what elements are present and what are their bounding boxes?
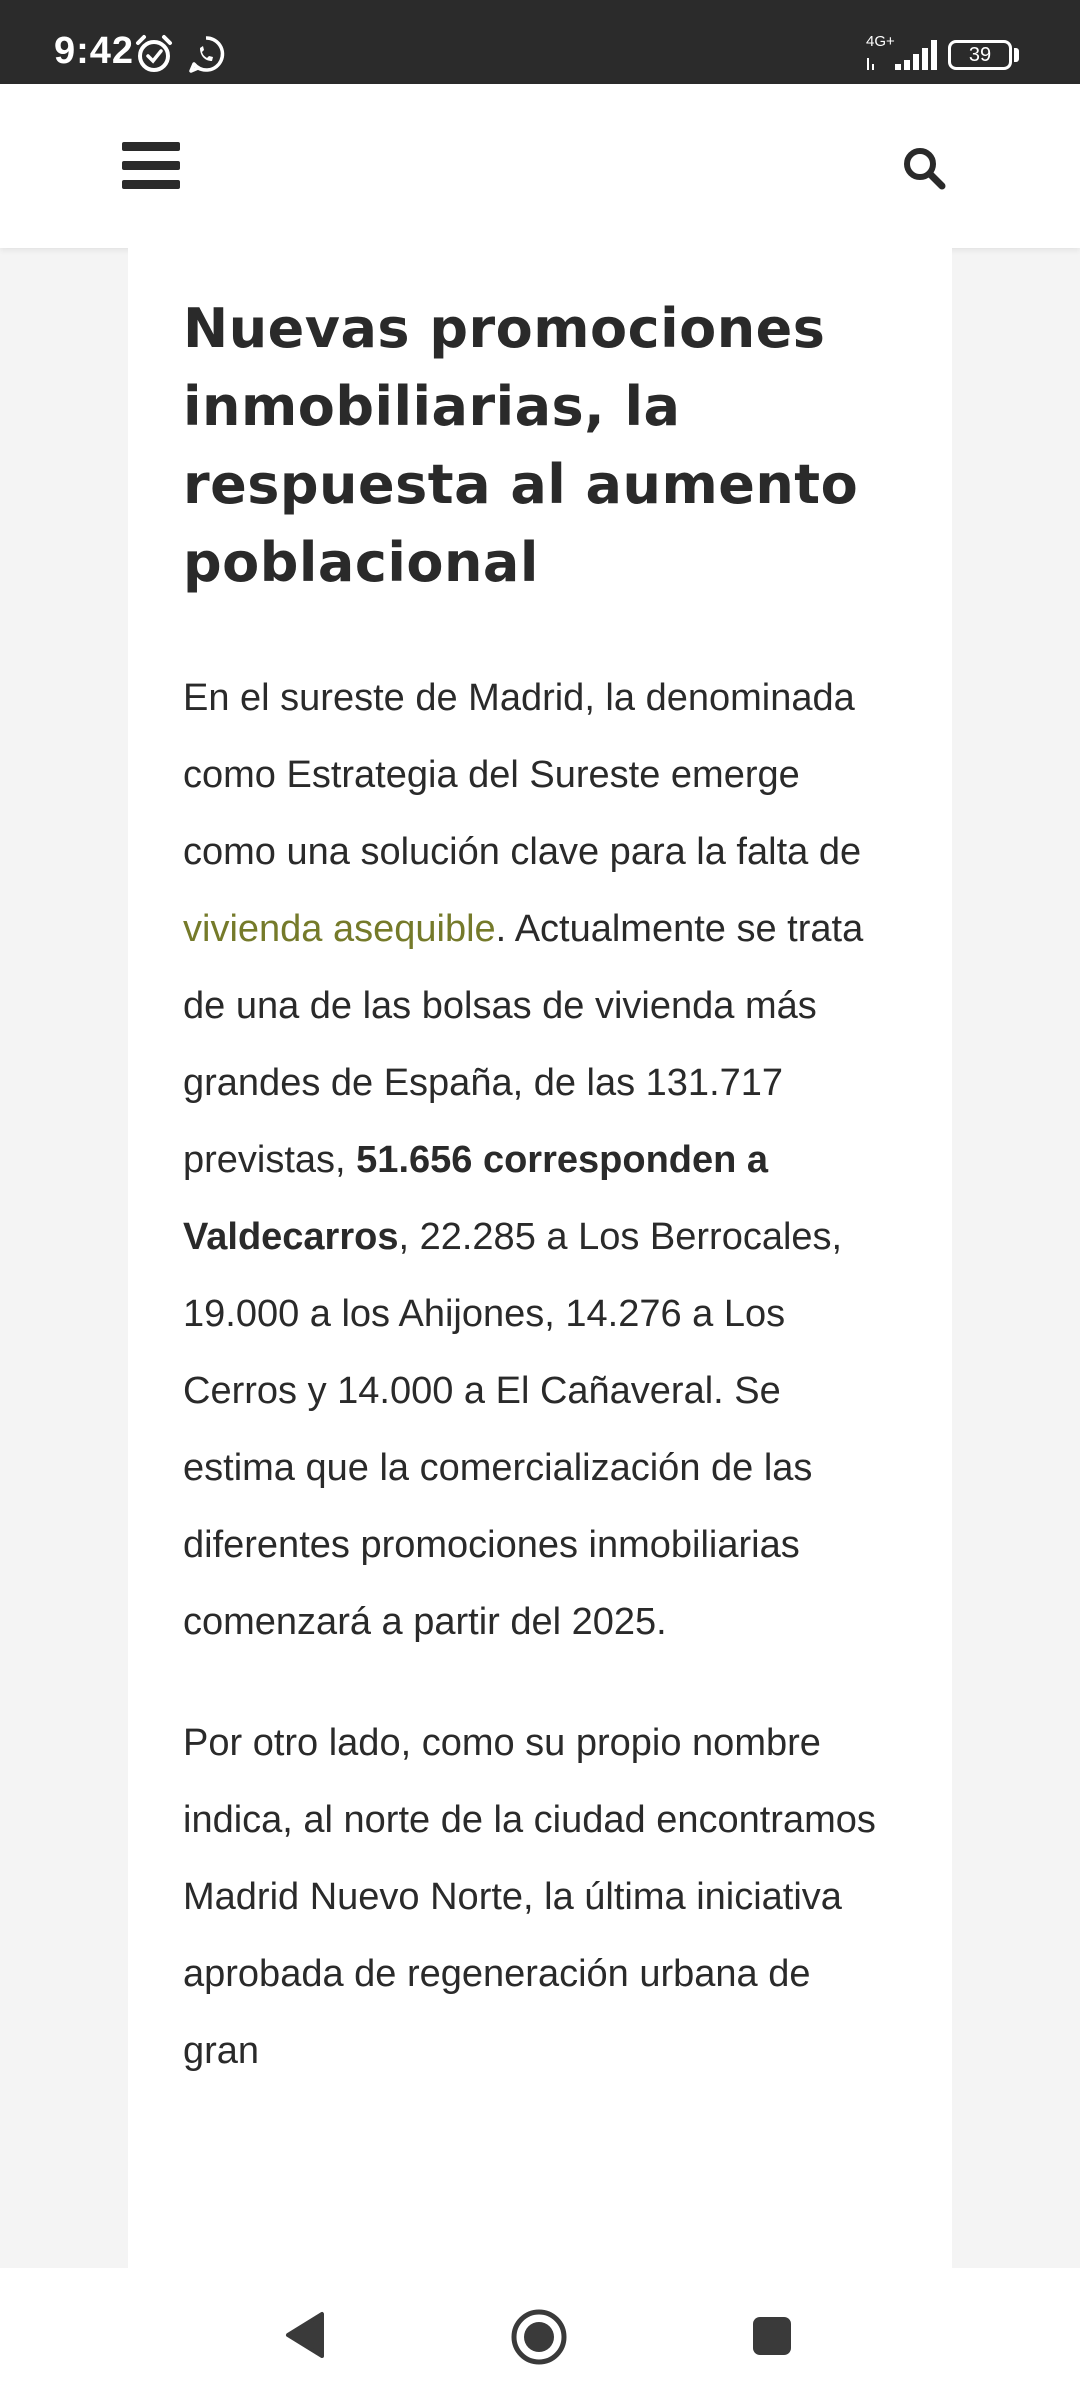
paragraph-text: . Actualmente se trata de una de las bolsas de vivienda más grandes de España, de las 131.717 previstas, xyxy=(183,908,864,1181)
signal-icon xyxy=(862,34,938,74)
article-content xyxy=(183,290,883,2090)
search-icon[interactable] xyxy=(900,144,950,194)
bold-text: 51.656 corresponden a Valdecarros xyxy=(183,1139,769,1258)
article-paragraph-1 xyxy=(183,660,883,1661)
recents-icon[interactable] xyxy=(752,2316,792,2356)
menu-icon[interactable] xyxy=(122,142,186,194)
whatsapp-icon xyxy=(186,34,226,74)
network-type: 4G+ xyxy=(866,33,895,50)
affordable-housing-link[interactable]: vivienda asequible xyxy=(183,908,496,950)
status-time: 9:42 xyxy=(54,30,135,72)
article-card xyxy=(128,248,952,2268)
battery-icon xyxy=(948,40,1012,70)
battery-tip xyxy=(1014,48,1019,62)
back-icon[interactable] xyxy=(282,2310,330,2360)
paragraph-text: En el sureste de Madrid, la denominada como Estrategia del Sureste emerge como una solución clave para la falta de xyxy=(183,677,862,873)
navigation-bar xyxy=(0,2268,1080,2400)
status-bar xyxy=(0,0,1080,84)
article-paragraph-2: Por otro lado, como su propio nombre indica, al norte de la ciudad encontramos Madrid Nuevo Norte, la última iniciativa aprobada de regeneración urbana de gran xyxy=(183,1722,876,2072)
article-title: Nuevas promociones inmobiliarias, la respuesta al aumento poblacional xyxy=(183,297,859,594)
paragraph-text: , 22.285 a Los Berrocales, 19.000 a los Ahijones, 14.276 a Los Cerros y 14.000 a El Cañaveral. Se estima que la comercialización de las diferentes promociones inmobiliarias comenzará a partir del 2025. xyxy=(183,1216,843,1643)
alarm-icon xyxy=(134,34,174,74)
home-icon[interactable] xyxy=(510,2308,568,2366)
site-header xyxy=(0,84,1080,248)
battery-level: 39 xyxy=(968,43,992,66)
